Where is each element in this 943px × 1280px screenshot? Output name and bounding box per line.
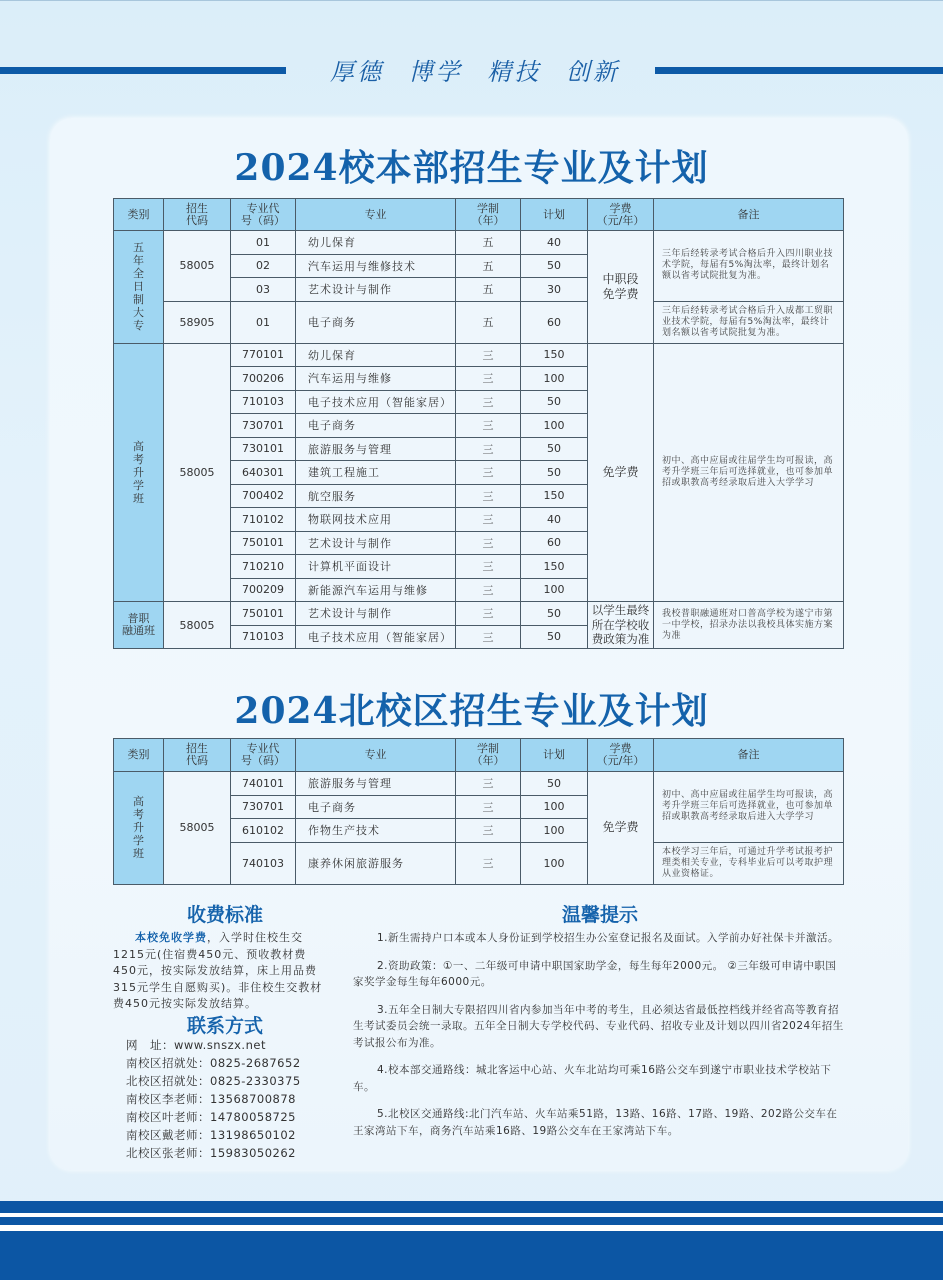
major-code-cell: 700209 bbox=[231, 578, 296, 602]
plan-cell: 30 bbox=[521, 278, 588, 302]
table-row bbox=[114, 231, 844, 255]
col-header-category: 类别 bbox=[114, 199, 164, 231]
contact-item: 南校区叶老师：14780058725 bbox=[126, 1110, 296, 1124]
major-cell: 康养休闲旅游服务 bbox=[296, 842, 456, 884]
plan-cell: 40 bbox=[521, 231, 588, 255]
major-cell: 电子商务 bbox=[296, 414, 456, 438]
fee-cell: 以学生最终 所在学校收 费政策为准 bbox=[588, 602, 654, 649]
duration-cell: 三 bbox=[456, 461, 521, 485]
contact-list bbox=[126, 1036, 346, 1162]
major-cell: 电子技术应用（智能家居） bbox=[296, 390, 456, 414]
col-header-major-code: 专业代 号（码） bbox=[231, 739, 296, 772]
school-slogan: 厚德 博学 精技 创新 bbox=[330, 58, 620, 86]
main-campus-plan-table bbox=[113, 198, 844, 649]
contact-website: 网 址：www.snszx.net bbox=[126, 1038, 266, 1052]
major-code-cell: 710103 bbox=[231, 390, 296, 414]
col-header-note: 备注 bbox=[654, 199, 844, 231]
major-cell: 幼儿保育 bbox=[296, 231, 456, 255]
slogan-line-left bbox=[0, 67, 286, 74]
major-code-cell: 710102 bbox=[231, 508, 296, 532]
plan-cell: 100 bbox=[521, 842, 588, 884]
duration-cell: 三 bbox=[456, 367, 521, 391]
table-header-row bbox=[114, 199, 844, 231]
major-cell: 新能源汽车运用与维修 bbox=[296, 578, 456, 602]
col-header-category: 类别 bbox=[114, 739, 164, 772]
table-row bbox=[114, 602, 844, 626]
footer-stripe bbox=[0, 1217, 943, 1225]
col-header-major: 专业 bbox=[296, 739, 456, 772]
major-cell: 汽车运用与维修 bbox=[296, 367, 456, 391]
fees-title: 收费标准 bbox=[186, 904, 263, 926]
major-code-cell: 03 bbox=[231, 278, 296, 302]
plan-cell: 50 bbox=[521, 602, 588, 626]
major-cell: 汽车运用与维修技术 bbox=[296, 254, 456, 278]
note-cell: 三年后经转录考试合格后升入四川职业技术学院，每届有5%淘汰率，最终计划名额以省考试院批复为准。 bbox=[654, 231, 844, 302]
plan-cell: 50 bbox=[521, 772, 588, 796]
duration-cell: 三 bbox=[456, 343, 521, 367]
tips-list bbox=[353, 930, 847, 1150]
fee-cell: 免学费 bbox=[588, 772, 654, 885]
plan-cell: 150 bbox=[521, 484, 588, 508]
plan-cell: 50 bbox=[521, 437, 588, 461]
plan-cell: 100 bbox=[521, 795, 588, 819]
enroll-code-cell: 58005 bbox=[164, 231, 231, 302]
category-cell: 高考升学班 bbox=[114, 343, 164, 602]
plan-cell: 100 bbox=[521, 578, 588, 602]
major-cell: 艺术设计与制作 bbox=[296, 278, 456, 302]
table-row bbox=[114, 343, 844, 367]
duration-cell: 三 bbox=[456, 772, 521, 796]
major-cell: 旅游服务与管理 bbox=[296, 772, 456, 796]
main-campus-title: 2024校本部招生专业及计划 bbox=[234, 147, 709, 189]
plan-cell: 40 bbox=[521, 508, 588, 532]
col-header-note: 备注 bbox=[654, 739, 844, 772]
category-cell: 高考升学班 bbox=[114, 772, 164, 885]
category-cell: 五年全日制大专 bbox=[114, 231, 164, 344]
major-code-cell: 770101 bbox=[231, 343, 296, 367]
major-cell: 电子技术应用（智能家居） bbox=[296, 625, 456, 649]
major-code-cell: 730701 bbox=[231, 414, 296, 438]
fees-text: 本校免收学费，入学时住校生交1215元(住宿费450元、预收教材费450元，按实际发放结算，床上用品费315元学生自愿购买)。非住校生交教材费450元按实际发放结算。 bbox=[113, 931, 323, 1010]
major-code-cell: 02 bbox=[231, 254, 296, 278]
plan-cell: 100 bbox=[521, 414, 588, 438]
major-cell: 幼儿保育 bbox=[296, 343, 456, 367]
major-code-cell: 750101 bbox=[231, 602, 296, 626]
footer-band bbox=[0, 1231, 943, 1280]
tip-item: 1.新生需持户口本或本人身份证到学校招生办公室登记报名及面试。入学前办好社保卡并激活。 bbox=[377, 932, 840, 944]
plan-cell: 50 bbox=[521, 625, 588, 649]
tip-item: 4.校本部交通路线：城北客运中心站、火车北站均可乘16路公交车到遂宁市职业技术学校站下车。 bbox=[353, 1064, 832, 1093]
duration-cell: 三 bbox=[456, 625, 521, 649]
fee-cell: 中职段 免学费 bbox=[588, 231, 654, 344]
duration-cell: 三 bbox=[456, 390, 521, 414]
duration-cell: 三 bbox=[456, 795, 521, 819]
duration-cell: 五 bbox=[456, 301, 521, 343]
fees-highlight: 本校免收学费 bbox=[135, 931, 207, 944]
top-border bbox=[0, 0, 943, 1]
major-code-cell: 610102 bbox=[231, 819, 296, 843]
plan-cell: 150 bbox=[521, 343, 588, 367]
major-cell: 作物生产技术 bbox=[296, 819, 456, 843]
major-code-cell: 750101 bbox=[231, 531, 296, 555]
table-header-row bbox=[114, 739, 844, 772]
plan-cell: 100 bbox=[521, 819, 588, 843]
major-code-cell: 01 bbox=[231, 231, 296, 255]
major-cell: 电子商务 bbox=[296, 301, 456, 343]
col-header-major: 专业 bbox=[296, 199, 456, 231]
major-code-cell: 640301 bbox=[231, 461, 296, 485]
plan-cell: 60 bbox=[521, 531, 588, 555]
plan-cell: 100 bbox=[521, 367, 588, 391]
plan-cell: 150 bbox=[521, 555, 588, 579]
duration-cell: 三 bbox=[456, 531, 521, 555]
col-header-fee: 学费 （元/年） bbox=[588, 739, 654, 772]
note-cell: 初中、高中应届或往届学生均可报读，高考升学班三年后可选择就业，也可参加单招或职教高考经录取后进入大学学习 bbox=[654, 772, 844, 843]
enroll-code-cell: 58005 bbox=[164, 772, 231, 885]
slogan-line-right bbox=[655, 67, 943, 74]
contact-item: 南校区招就处：0825-2687652 bbox=[126, 1056, 301, 1070]
table-row bbox=[114, 772, 844, 796]
note-cell: 本校学习三年后，可通过升学考试报考护理类相关专业，专科毕业后可以考取护理从业资格证。 bbox=[654, 842, 844, 884]
major-code-cell: 730101 bbox=[231, 437, 296, 461]
major-code-cell: 710210 bbox=[231, 555, 296, 579]
major-cell: 旅游服务与管理 bbox=[296, 437, 456, 461]
fee-cell: 免学费 bbox=[588, 343, 654, 602]
enroll-code-cell: 58905 bbox=[164, 301, 231, 343]
major-cell: 计算机平面设计 bbox=[296, 555, 456, 579]
major-code-cell: 740103 bbox=[231, 842, 296, 884]
table-row bbox=[114, 301, 844, 343]
duration-cell: 三 bbox=[456, 842, 521, 884]
contact-item: 南校区戴老师：13198650102 bbox=[126, 1128, 296, 1142]
duration-cell: 五 bbox=[456, 278, 521, 302]
contact-item: 南校区李老师：13568700878 bbox=[126, 1092, 296, 1106]
plan-cell: 50 bbox=[521, 461, 588, 485]
col-header-enroll-code: 招生 代码 bbox=[164, 739, 231, 772]
tip-item: 5.北校区交通路线:北门汽车站、火车站乘51路，13路、16路、17路、19路、202路公交车在王家湾站下车，商务汽车站乘16路、19路公交车在王家湾站下车。 bbox=[353, 1108, 838, 1137]
plan-cell: 60 bbox=[521, 301, 588, 343]
duration-cell: 三 bbox=[456, 414, 521, 438]
col-header-plan: 计划 bbox=[521, 199, 588, 231]
tips-title: 温馨提示 bbox=[561, 904, 638, 926]
major-code-cell: 710103 bbox=[231, 625, 296, 649]
tip-item: 3.五年全日制大专限招四川省内参加当年中考的考生，且必须达省最低控档线并经省高等教育招生考试委员会统一录取。五年全日制大专学校代码、专业代码、招收专业及计划以四川省2024年招生考试报公布为准。 bbox=[353, 1003, 844, 1049]
enroll-code-cell: 58005 bbox=[164, 343, 231, 602]
tip-item: 2.资助政策：①一、二年级可申请中职国家助学金，每生每年2000元。 ②三年级可申请中职国家奖学金每生每年6000元。 bbox=[353, 959, 837, 988]
duration-cell: 五 bbox=[456, 254, 521, 278]
col-header-enroll-code: 招生 代码 bbox=[164, 199, 231, 231]
col-header-major-code: 专业代 号（码） bbox=[231, 199, 296, 231]
major-code-cell: 01 bbox=[231, 301, 296, 343]
north-campus-plan-table bbox=[113, 738, 844, 885]
contact-item: 北校区招就处：0825-2330375 bbox=[126, 1074, 301, 1088]
col-header-duration: 学制 （年） bbox=[456, 739, 521, 772]
col-header-fee: 学费 （元/年） bbox=[588, 199, 654, 231]
north-campus-title: 2024北校区招生专业及计划 bbox=[234, 690, 709, 732]
major-cell: 航空服务 bbox=[296, 484, 456, 508]
duration-cell: 三 bbox=[456, 437, 521, 461]
contact-item: 北校区张老师：15983050262 bbox=[126, 1146, 296, 1160]
note-cell: 初中、高中应届或往届学生均可报读，高考升学班三年后可选择就业，也可参加单招或职教高考经录取后进入大学学习 bbox=[654, 343, 844, 602]
note-cell: 三年后经转录考试合格后升入成都工贸职业技术学院，每届有5%淘汰率，最终计划名额以省考试院批复为准。 bbox=[654, 301, 844, 343]
note-cell: 我校普职融通班对口普高学校为遂宁市第一中学校，招录办法以我校具体实施方案为准 bbox=[654, 602, 844, 649]
enroll-code-cell: 58005 bbox=[164, 602, 231, 649]
duration-cell: 三 bbox=[456, 484, 521, 508]
major-code-cell: 740101 bbox=[231, 772, 296, 796]
major-cell: 建筑工程施工 bbox=[296, 461, 456, 485]
duration-cell: 五 bbox=[456, 231, 521, 255]
plan-cell: 50 bbox=[521, 390, 588, 414]
col-header-plan: 计划 bbox=[521, 739, 588, 772]
duration-cell: 三 bbox=[456, 578, 521, 602]
contact-title: 联系方式 bbox=[186, 1015, 263, 1037]
footer-stripe bbox=[0, 1201, 943, 1213]
major-code-cell: 730701 bbox=[231, 795, 296, 819]
major-cell: 物联网技术应用 bbox=[296, 508, 456, 532]
duration-cell: 三 bbox=[456, 555, 521, 579]
major-cell: 艺术设计与制作 bbox=[296, 602, 456, 626]
major-cell: 艺术设计与制作 bbox=[296, 531, 456, 555]
major-code-cell: 700402 bbox=[231, 484, 296, 508]
major-code-cell: 700206 bbox=[231, 367, 296, 391]
col-header-duration: 学制 （年） bbox=[456, 199, 521, 231]
category-cell: 普职 融通班 bbox=[114, 602, 164, 649]
duration-cell: 三 bbox=[456, 602, 521, 626]
major-cell: 电子商务 bbox=[296, 795, 456, 819]
plan-cell: 50 bbox=[521, 254, 588, 278]
website-link[interactable]: www.snszx.net bbox=[174, 1038, 266, 1052]
duration-cell: 三 bbox=[456, 819, 521, 843]
duration-cell: 三 bbox=[456, 508, 521, 532]
